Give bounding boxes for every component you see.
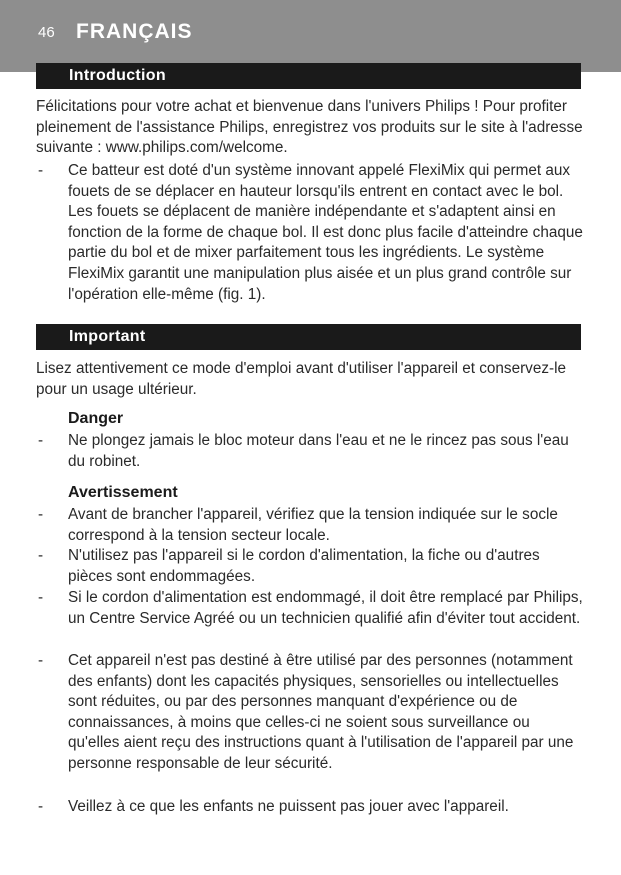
danger-heading: Danger	[68, 410, 124, 427]
bullet-dash: -	[38, 506, 44, 523]
section-title-important: Important	[69, 328, 146, 345]
danger-bullet	[36, 431, 584, 472]
bullet-dash: -	[38, 547, 44, 564]
page-number: 46	[38, 24, 55, 41]
language-title: FRANÇAIS	[76, 20, 193, 43]
section-bar-important	[36, 324, 581, 350]
bullet-text: Si le cordon d'alimentation est endommagé, il doit être remplacé par Philips, un Centre Service Agréé ou un technicien qualifié afin d'éviter tout accident.	[68, 589, 583, 627]
bullet-dash: -	[38, 589, 44, 606]
bullet-dash: -	[38, 162, 44, 179]
section-title-introduction: Introduction	[69, 67, 166, 84]
warning-bullet	[36, 505, 584, 546]
bullet-text: Veillez à ce que les enfants ne puissent pas jouer avec l'appareil.	[68, 798, 509, 815]
warning-bullet	[36, 588, 584, 629]
warning-bullet	[36, 651, 584, 775]
intro-paragraph: Félicitations pour votre achat et bienvenue dans l'univers Philips ! Pour profiter pleinement de l'assistance Philips, enregistrez vos produits sur le site à l'adresse suivante : www.philips.com/welcome.	[36, 98, 583, 157]
page-header	[0, 0, 621, 72]
section-bar-introduction	[36, 63, 581, 89]
bullet-text: Ce batteur est doté d'un système innovant appelé FlexiMix qui permet aux fouets de se déplacer en hauteur lorsqu'ils entrent en contact avec le bol. Les fouets se déplacent de manière indépendante et s'adaptent ainsi en fonction de la forme de chaque bol. Il est donc plus facile d'atteindre chaque partie du bol et de mixer parfaitement tous les ingrédients. Le système FlexiMix garantit une manipulation plus aisée et un plus grand contrôle sur l'opération elle-même (fig. 1).	[68, 162, 583, 303]
bullet-dash: -	[38, 432, 44, 449]
bullet-text: Ne plongez jamais le bloc moteur dans l'eau et ne le rincez pas sous l'eau du robinet.	[68, 432, 569, 470]
bullet-dash: -	[38, 652, 44, 669]
important-paragraph: Lisez attentivement ce mode d'emploi avant d'utiliser l'appareil et conservez-le pour un usage ultérieur.	[36, 360, 566, 398]
bullet-text: Cet appareil n'est pas destiné à être utilisé par des personnes (notamment des enfants) dont les capacités physiques, sensorielles ou intellectuelles sont réduites, ou par des personnes manquant d'expérience ou de connaissances, à moins que celles-ci ne soient sous surveillance ou qu'elles aient reçu des instructions quant à l'utilisation de l'appareil par une personne responsable de leur sécurité.	[68, 652, 574, 772]
bullet-text: Avant de brancher l'appareil, vérifiez que la tension indiquée sur le socle correspond à la tension secteur locale.	[68, 506, 558, 544]
warning-bullet	[36, 797, 584, 818]
bullet-dash: -	[38, 798, 44, 815]
warning-bullet	[36, 546, 584, 587]
bullet-text: N'utilisez pas l'appareil si le cordon d'alimentation, la fiche ou d'autres pièces sont endommagées.	[68, 547, 540, 585]
intro-bullet	[36, 161, 584, 305]
warning-heading: Avertissement	[68, 484, 178, 501]
